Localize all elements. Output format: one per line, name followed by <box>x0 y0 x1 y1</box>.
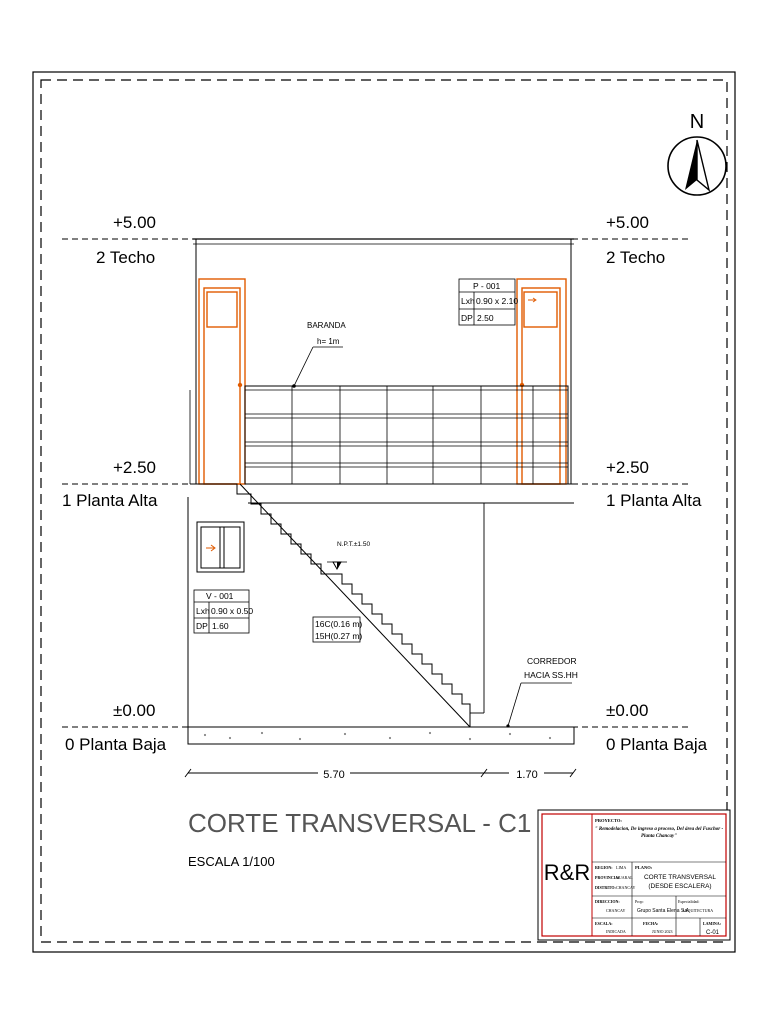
tb-provincia: HUARAL <box>616 875 633 880</box>
north-label: N <box>689 111 705 133</box>
ground-slab-hatch <box>204 732 551 740</box>
tb-especialidad-label: Especialidad: <box>678 899 700 904</box>
stair-treads: 15H(0.27 m) <box>315 631 363 641</box>
door-dp: 2.50 <box>477 313 494 323</box>
tb-region-label: REGION: <box>595 865 613 870</box>
tb-propietario: Grupo Santa Elena S.A <box>637 908 689 914</box>
door-dp-label: DP <box>461 313 473 323</box>
level-techo-name-left: 2 Techo <box>96 248 156 267</box>
railing-label: BARANDA <box>307 321 346 330</box>
building-section <box>188 239 574 744</box>
level-baja-name-left: 0 Planta Baja <box>65 735 167 754</box>
level-alta-name-left: 1 Planta Alta <box>62 491 158 510</box>
tb-region: LIMA <box>616 865 627 870</box>
tb-distrito-label: DISTRITO: <box>595 885 616 890</box>
drawing-scale: ESCALA 1/100 <box>188 854 275 869</box>
tb-prop-label: Prop: <box>635 899 644 904</box>
door-lxh-label: Lxh <box>461 296 475 306</box>
npt-label: N.P.T.±1.50 <box>337 541 371 548</box>
level-baja-elev-right: ±0.00 <box>606 701 649 720</box>
dimension-2: 1.70 <box>516 769 538 781</box>
level-alta-name-right: 1 Planta Alta <box>606 491 702 510</box>
door-right <box>517 279 566 484</box>
tb-plano-line2: (DESDE ESCALERA) <box>648 883 712 890</box>
tb-fecha: JUNIO 2023 <box>652 929 673 934</box>
window-dp-label: DP <box>196 621 208 631</box>
tb-proyecto-label: PROYECTO: <box>595 818 622 823</box>
tb-especialidad: ARQUITECTURA <box>682 908 714 913</box>
window-element <box>197 522 244 572</box>
tb-distrito: CHANCAY <box>616 885 636 890</box>
railing <box>245 386 568 484</box>
north-arrow <box>668 111 726 195</box>
window-lxh-label: Lxh <box>196 606 210 616</box>
tb-direccion: CHANCAY <box>606 908 626 913</box>
titleblock-logo: R&R <box>543 860 591 885</box>
window-lxh: 0.90 x 0.50 <box>211 606 254 616</box>
tb-plano-label: PLANO: <box>635 865 653 870</box>
tb-lamina-label: LAMINA: <box>703 921 721 926</box>
level-alta-elev-right: +2.50 <box>606 458 650 477</box>
level-techo-name-right: 2 Techo <box>606 248 666 267</box>
railing-height: h= 1m <box>317 337 340 346</box>
tb-lamina: C-01 <box>706 930 720 936</box>
door-lxh: 0.90 x 2.10 <box>476 296 519 306</box>
corridor-label-line2: HACIA SS.HH <box>524 670 578 680</box>
corridor-label-line1: CORREDOR <box>527 656 577 666</box>
tb-direccion-label: DIRECCION: <box>595 899 620 904</box>
level-techo-elev-right: +5.00 <box>606 213 650 232</box>
drawing-title: CORTE TRANSVERSAL - C1 <box>188 808 532 838</box>
level-baja-elev-left: ±0.00 <box>113 701 156 720</box>
level-baja-name-right: 0 Planta Baja <box>606 735 708 754</box>
tb-proyecto: " Remodelacion, De ingreso a proceso, Del área del Fuschor - Planta Chancay" <box>594 827 724 839</box>
door-code: P - 001 <box>473 281 501 291</box>
tb-provincia-label: PROVINCIA: <box>595 875 620 880</box>
stair-risers: 16C(0.16 m) <box>315 619 363 629</box>
dimension-1: 5.70 <box>323 769 345 781</box>
door-left <box>199 279 245 484</box>
window-dp: 1.60 <box>212 621 229 631</box>
tb-fecha-label: FECHA: <box>643 921 659 926</box>
window-code: V - 001 <box>206 591 234 601</box>
level-techo-elev-left: +5.00 <box>113 213 157 232</box>
tb-escala-label: ESCALA: <box>595 921 613 926</box>
level-alta-elev-left: +2.50 <box>113 458 157 477</box>
tb-plano-line1: CORTE TRANSVERSAL <box>643 874 717 881</box>
tb-escala: INDICADA <box>606 929 626 934</box>
